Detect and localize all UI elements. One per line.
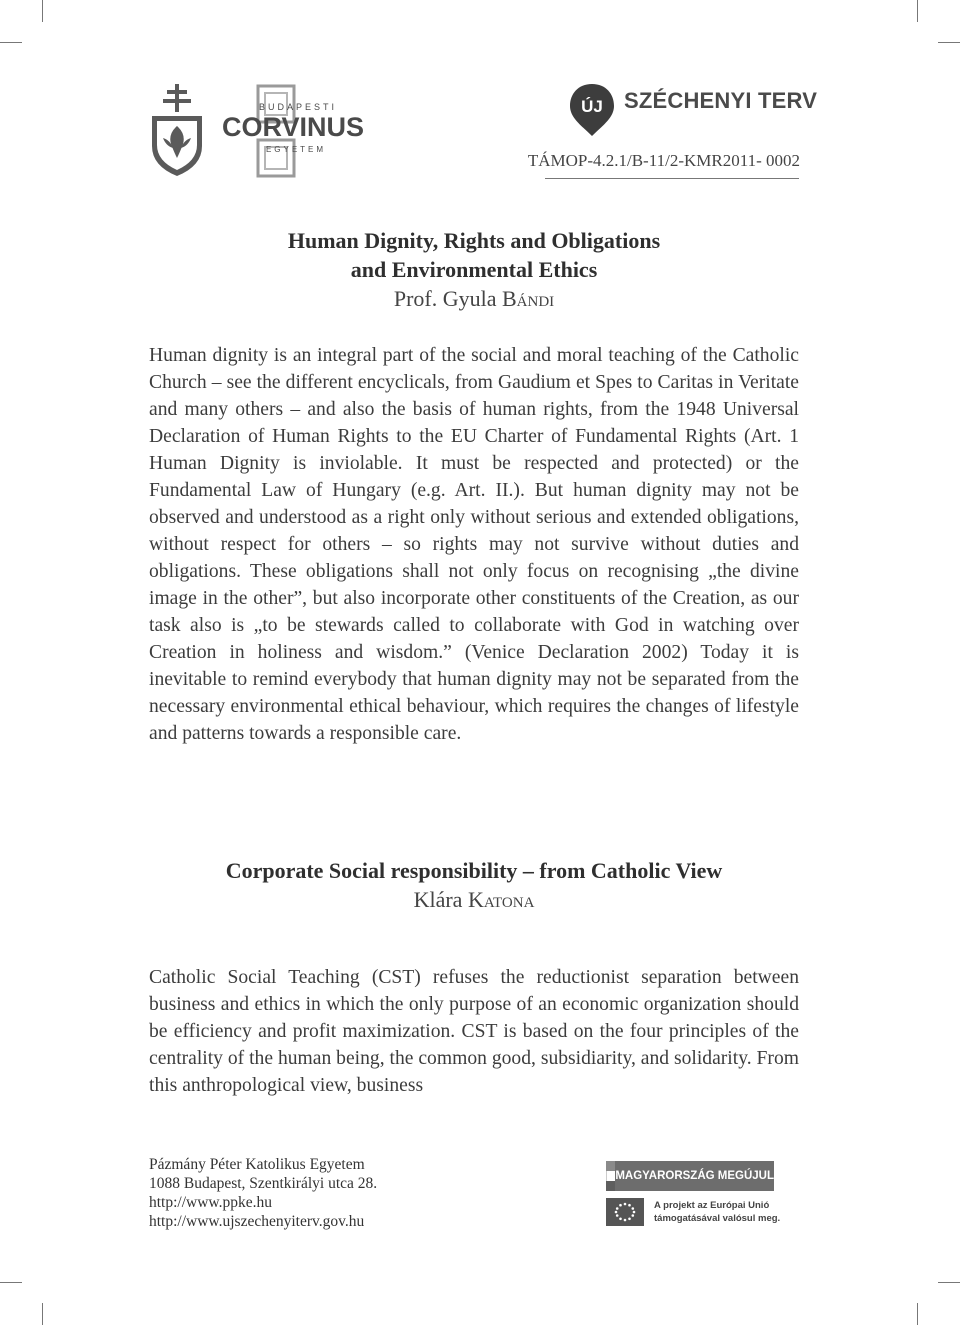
article-2-author-first: Klára [413, 887, 468, 912]
project-code: TÁMOP-4.2.1/B-11/2-KMR2011- 0002 [527, 151, 800, 170]
article-2-body: Catholic Social Teaching (CST) refuses the reductionist separation between business and ethics in which the only purpose of an economic organization should be efficiency and profit maximization. CST is based on the four principles of the centrality of the human being, the common good, subsidiarity, and solidarity. From this anthropological view, business [149, 967, 799, 1096]
crop-mark [42, 1303, 43, 1325]
article-1 [149, 226, 799, 313]
article-2-body-block [149, 964, 799, 1099]
article-2 [149, 856, 799, 914]
article-1-title-line-1: Human Dignity, Rights and Obligations [287, 228, 661, 253]
article-1-title-line-2: and Environmental Ethics [350, 257, 598, 282]
corvinus-top-text: BUDAPESTI [258, 102, 338, 112]
footer-link-ppke[interactable]: http://www.ppke.hu [149, 1194, 272, 1211]
crop-mark [42, 0, 43, 22]
badge-label: MAGYARORSZÁG MEGÚJUL [615, 1161, 774, 1191]
crest-icon [148, 82, 206, 178]
corvinus-logo [218, 84, 368, 178]
corvinus-main-text: CORVINUS [221, 112, 365, 142]
footer-address [149, 1155, 377, 1231]
szechenyi-pin-icon [566, 82, 618, 138]
article-1-body-block [149, 342, 799, 747]
crop-mark [938, 42, 960, 43]
footer-institution: Pázmány Péter Katolikus Egyetem [149, 1156, 365, 1173]
article-2-author-last: Katona [467, 887, 535, 912]
footer-street: 1088 Budapest, Szentkirályi utca 28. [149, 1175, 378, 1192]
corvinus-bottom-text: EGYETEM [265, 145, 327, 154]
szechenyi-logo [566, 82, 818, 138]
article-2-author [149, 885, 799, 914]
szechenyi-label: SZÉCHENYI TERV [624, 88, 818, 113]
hungarian-flag-icon [606, 1161, 615, 1191]
eu-support-text [654, 1199, 780, 1225]
article-1-author-last: Bándi [501, 286, 555, 311]
eu-support-badge [606, 1198, 781, 1226]
crop-mark [917, 0, 918, 22]
article-2-title: Corporate Social responsibility – from Catholic View [225, 858, 723, 883]
footer-link-szechenyi[interactable]: http://www.ujszechenyiterv.gov.hu [149, 1213, 365, 1230]
crop-mark [917, 1303, 918, 1325]
magyarorszag-megujul-badge [606, 1161, 774, 1191]
uj-text: ÚJ [581, 97, 603, 116]
crop-mark [938, 1282, 960, 1283]
article-1-author-first: Prof. Gyula [393, 286, 502, 311]
article-1-body: Human dignity is an integral part of the social and moral teaching of the Catholic Church – see the different encyclicals, from Gaudium et Spes to Caritas in Veritate and many others – and also the basis of human rights, from the 1948 Universal Declaration of Human Rights to the EU Charter of Fundamental Rights (Art. 1 Human Dignity is inviolable. It must be respected and protected) or the Fundamental Law of Hungary (e.g. Art. II.). But human dignity may not be observed and understood as a right only without serious and extended obligations, without respect for others – so rights may not survive without duties and obligations. These obligations shall not only focus on recognising „the divine image in the other”, but also incorporate other constituents of the Creation, as our task also is „to be stewards called to collaborate with God in watching over Creation in holiness and wisdom.” (Venice Declaration 2002) Today it is inevitable to remind everybody that human dignity may not be separated from the necessary environmental ethical behaviour, which requires the changes of lifestyle and patterns towards a responsible care. [149, 345, 799, 744]
eu-flag-icon [606, 1198, 644, 1226]
crop-mark [0, 1282, 22, 1283]
eu-support-line-2: támogatásával valósul meg. [654, 1213, 781, 1224]
header-divider [545, 178, 799, 179]
eu-support-line-1: A projekt az Európai Unió [654, 1200, 770, 1211]
article-1-author [149, 284, 799, 313]
crop-mark [0, 42, 22, 43]
